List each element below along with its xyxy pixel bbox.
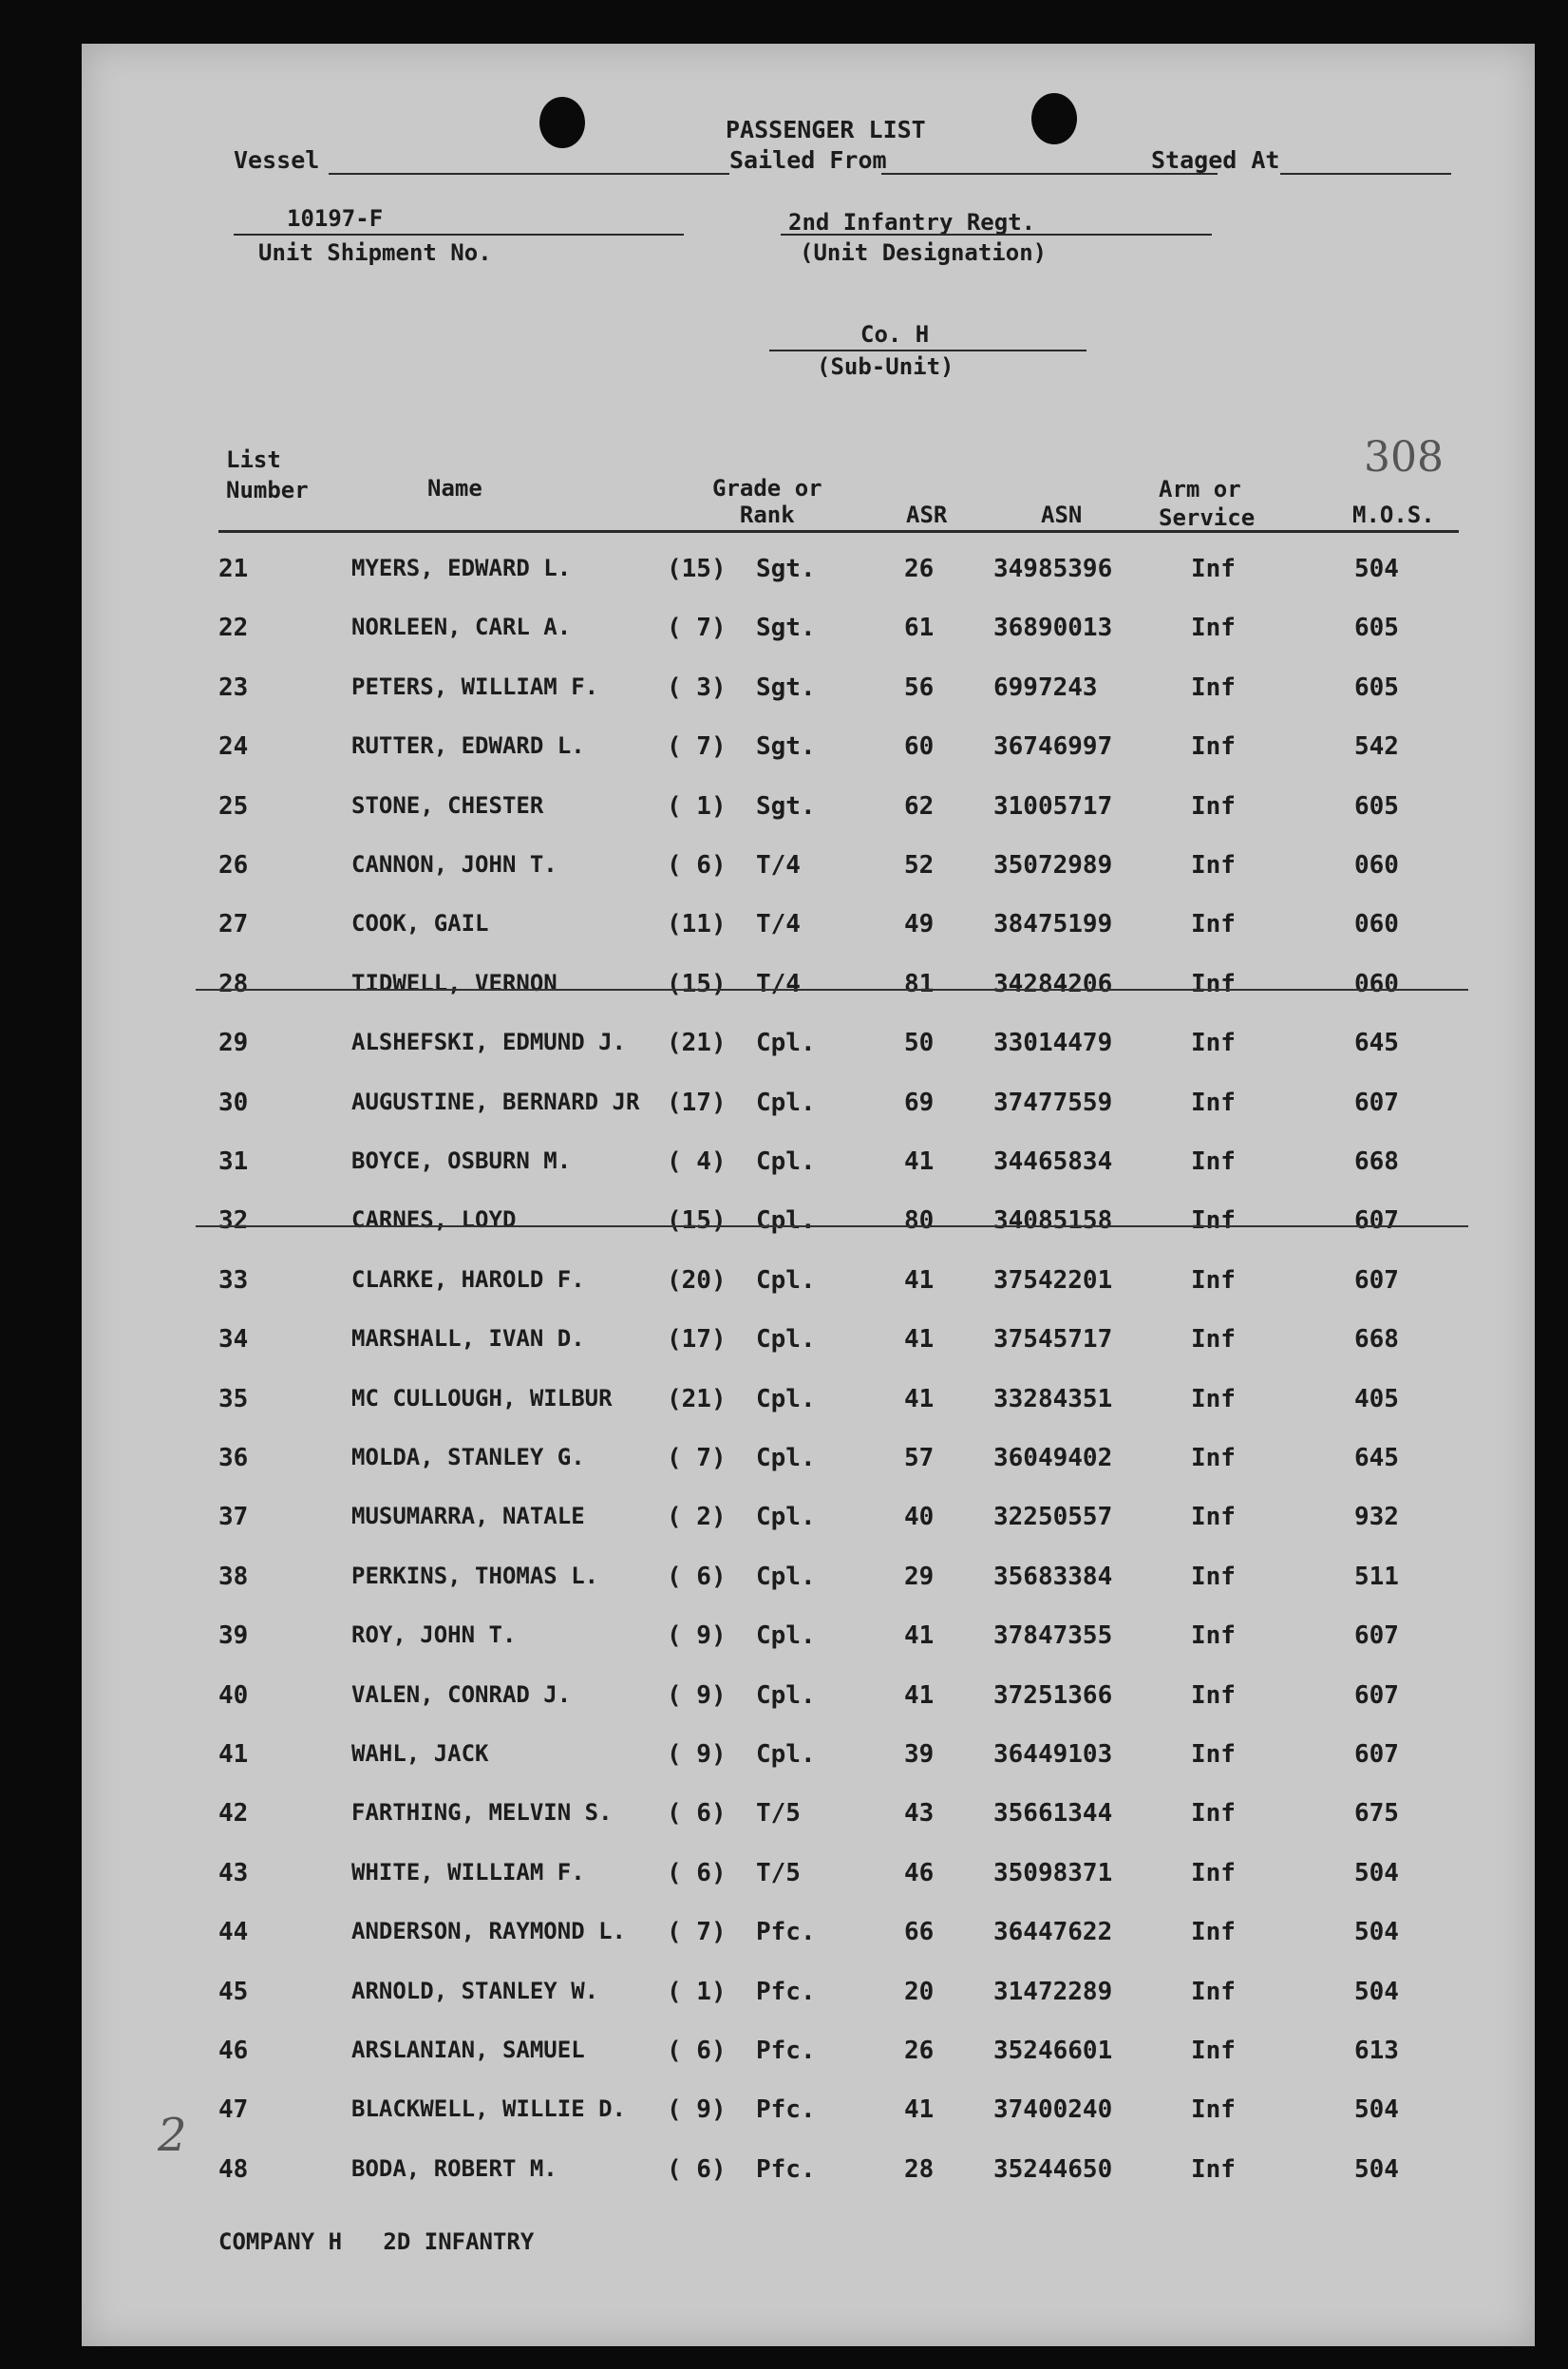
cell-name: PERKINS, THOMAS L.: [351, 1562, 599, 1589]
cell-name: ARNOLD, STANLEY W.: [351, 1977, 599, 2004]
cell-asn: 37545717: [993, 1325, 1113, 1355]
cell-grade: ( 6): [667, 851, 727, 880]
cell-num: 46: [218, 2037, 249, 2065]
cell-grade: ( 1): [667, 791, 727, 821]
cell-num: 26: [218, 851, 249, 880]
cell-asn: 35098371: [993, 1858, 1113, 1887]
col-header-arm: Arm or Service: [1159, 476, 1256, 531]
footer-unit: COMPANY H 2D INFANTRY: [218, 2228, 535, 2255]
cell-name: BODA, ROBERT M.: [351, 2154, 557, 2182]
cell-asr: 26: [904, 555, 935, 583]
cell-rank: T/5: [756, 1858, 801, 1887]
cell-num: 24: [218, 732, 249, 762]
cell-arm: Inf: [1191, 2037, 1236, 2065]
vessel-line: [329, 173, 729, 175]
cell-arm: Inf: [1191, 1029, 1236, 1058]
cell-grade: ( 6): [667, 2037, 727, 2065]
table-row: [82, 1385, 1535, 1423]
cell-name: AUGUSTINE, BERNARD JR: [351, 1088, 640, 1115]
sub-unit: Co. H: [860, 321, 930, 348]
table-row: [82, 673, 1535, 711]
cell-rank: Pfc.: [756, 2154, 816, 2184]
cell-grade: (21): [667, 1029, 727, 1058]
cell-name: ALSHEFSKI, EDMUND J.: [351, 1029, 626, 1056]
cell-rank: Cpl.: [756, 1147, 816, 1176]
cell-arm: Inf: [1191, 910, 1236, 939]
table-row: [82, 614, 1535, 652]
cell-asn: 36049402: [993, 1444, 1113, 1472]
cell-grade: ( 6): [667, 1799, 727, 1829]
cell-mos: 504: [1354, 1858, 1399, 1887]
cell-asn: 33284351: [993, 1384, 1113, 1413]
col-header-name: Name: [427, 475, 482, 502]
cell-name: STONE, CHESTER: [351, 791, 544, 819]
cell-asn: 36890013: [993, 614, 1113, 643]
table-row: [82, 1325, 1535, 1363]
cell-mos: 504: [1354, 555, 1399, 583]
cell-num: 40: [218, 1680, 249, 1710]
cell-asn: 34085158: [993, 1206, 1113, 1236]
cell-asr: 20: [904, 1977, 935, 2006]
cell-grade: ( 2): [667, 1503, 727, 1532]
table-row: [82, 1503, 1535, 1541]
cell-asr: 66: [904, 1918, 935, 1947]
cell-asr: 40: [904, 1503, 935, 1532]
cell-grade: (20): [667, 1265, 727, 1295]
staged-at-line: [1280, 173, 1451, 175]
cell-arm: Inf: [1191, 555, 1236, 583]
cell-asn: 38475199: [993, 910, 1113, 939]
cell-num: 27: [218, 910, 249, 939]
cell-asn: 37400240: [993, 2095, 1113, 2125]
vessel-label: Vessel: [234, 146, 320, 174]
table-row: [82, 1740, 1535, 1778]
cell-num: 44: [218, 1918, 249, 1947]
cell-mos: 932: [1354, 1503, 1399, 1532]
table-row: [82, 1918, 1535, 1956]
cell-grade: (17): [667, 1325, 727, 1355]
cell-asr: 29: [904, 1562, 935, 1591]
cell-asr: 52: [904, 851, 935, 880]
cell-arm: Inf: [1191, 1562, 1236, 1591]
cell-arm: Inf: [1191, 1325, 1236, 1355]
cell-asr: 28: [904, 2154, 935, 2184]
cell-asn: 37251366: [993, 1680, 1113, 1710]
cell-asn: 37847355: [993, 1621, 1113, 1651]
cell-name: VALEN, CONRAD J.: [351, 1680, 572, 1708]
cell-rank: Cpl.: [756, 1265, 816, 1295]
cell-arm: Inf: [1191, 1858, 1236, 1887]
cell-grade: ( 7): [667, 1444, 727, 1472]
table-row: [82, 1859, 1535, 1897]
table-row: [82, 1621, 1535, 1659]
sub-unit-line: [769, 350, 1086, 351]
cell-arm: Inf: [1191, 1206, 1236, 1236]
cell-name: FARTHING, MELVIN S.: [351, 1799, 613, 1827]
cell-grade: ( 7): [667, 614, 727, 643]
cell-name: ANDERSON, RAYMOND L.: [351, 1918, 626, 1945]
table-row: [82, 2095, 1535, 2133]
cell-mos: 605: [1354, 673, 1399, 702]
table-row: [82, 1978, 1535, 2016]
cell-mos: 607: [1354, 1265, 1399, 1295]
cell-grade: ( 6): [667, 2154, 727, 2184]
table-row: [82, 910, 1535, 948]
cell-mos: 607: [1354, 1740, 1399, 1769]
cell-mos: 405: [1354, 1384, 1399, 1413]
cell-asn: 31472289: [993, 1977, 1113, 2006]
sub-unit-label: (Sub-Unit): [817, 353, 954, 380]
cell-arm: Inf: [1191, 1265, 1236, 1295]
cell-asr: 39: [904, 1740, 935, 1769]
cell-grade: ( 7): [667, 732, 727, 762]
cell-mos: 613: [1354, 2037, 1399, 2065]
cell-rank: Cpl.: [756, 1680, 816, 1710]
cell-grade: (17): [667, 1088, 727, 1117]
table-row: [82, 732, 1535, 770]
cell-num: 41: [218, 1740, 249, 1769]
cell-arm: Inf: [1191, 673, 1236, 702]
cell-grade: ( 3): [667, 673, 727, 702]
cell-rank: Cpl.: [756, 1088, 816, 1117]
cell-mos: 607: [1354, 1680, 1399, 1710]
table-row: [82, 2037, 1535, 2075]
sailed-from-label: Sailed From: [729, 146, 887, 174]
table-row: [82, 1147, 1535, 1185]
cell-rank: Pfc.: [756, 2037, 816, 2065]
cell-arm: Inf: [1191, 791, 1236, 821]
cell-arm: Inf: [1191, 1621, 1236, 1651]
cell-asr: 57: [904, 1444, 935, 1472]
staged-at-label: Staged At: [1151, 146, 1280, 174]
col-header-mos: M.O.S.: [1352, 502, 1435, 528]
cell-asr: 41: [904, 2095, 935, 2125]
unit-designation-label: (Unit Designation): [800, 239, 1048, 266]
cell-mos: 504: [1354, 1918, 1399, 1947]
table-row: [82, 851, 1535, 889]
cell-num: 38: [218, 1562, 249, 1591]
cell-rank: Cpl.: [756, 1444, 816, 1472]
cell-grade: ( 6): [667, 1562, 727, 1591]
cell-rank: Cpl.: [756, 1740, 816, 1769]
cell-arm: Inf: [1191, 2095, 1236, 2125]
cell-arm: Inf: [1191, 1444, 1236, 1472]
cell-arm: Inf: [1191, 1977, 1236, 2006]
cell-arm: Inf: [1191, 1740, 1236, 1769]
cell-num: 47: [218, 2095, 249, 2125]
cell-num: 37: [218, 1503, 249, 1532]
cell-rank: T/4: [756, 969, 801, 998]
cell-num: 21: [218, 555, 249, 583]
cell-name: TIDWELL, VERNON: [351, 969, 557, 996]
cell-asr: 56: [904, 673, 935, 702]
cell-num: 43: [218, 1858, 249, 1887]
cell-asr: 43: [904, 1799, 935, 1829]
cell-num: 42: [218, 1799, 249, 1829]
cell-mos: 607: [1354, 1621, 1399, 1651]
cell-mos: 675: [1354, 1799, 1399, 1829]
table-row: [82, 792, 1535, 830]
cell-rank: T/4: [756, 910, 801, 939]
cell-asn: 36746997: [993, 732, 1113, 762]
cell-num: 33: [218, 1265, 249, 1295]
cell-asr: 41: [904, 1384, 935, 1413]
unit-shipment-number: 10197-F: [287, 205, 384, 232]
cell-grade: ( 7): [667, 1918, 727, 1947]
cell-num: 28: [218, 969, 249, 998]
cell-arm: Inf: [1191, 1799, 1236, 1829]
cell-mos: 060: [1354, 969, 1399, 998]
cell-grade: ( 1): [667, 1977, 727, 2006]
cell-arm: Inf: [1191, 1147, 1236, 1176]
table-row: [82, 1029, 1535, 1067]
cell-asn: 31005717: [993, 791, 1113, 821]
cell-asr: 80: [904, 1206, 935, 1236]
cell-name: COOK, GAIL: [351, 910, 489, 938]
cell-grade: ( 6): [667, 1858, 727, 1887]
cell-num: 36: [218, 1444, 249, 1472]
table-row: [82, 1266, 1535, 1304]
cell-asr: 26: [904, 2037, 935, 2065]
cell-name: CLARKE, HAROLD F.: [351, 1265, 585, 1293]
cell-asn: 34985396: [993, 555, 1113, 583]
cell-asr: 41: [904, 1325, 935, 1355]
cell-name: BOYCE, OSBURN M.: [351, 1147, 572, 1174]
cell-grade: (21): [667, 1384, 727, 1413]
cell-rank: Cpl.: [756, 1206, 816, 1236]
cell-asr: 50: [904, 1029, 935, 1058]
cell-num: 25: [218, 791, 249, 821]
margin-note: 2: [158, 2109, 187, 2162]
cell-num: 34: [218, 1325, 249, 1355]
cell-grade: ( 9): [667, 2095, 727, 2125]
cell-name: RUTTER, EDWARD L.: [351, 732, 585, 760]
cell-rank: Pfc.: [756, 2095, 816, 2125]
cell-asn: 37542201: [993, 1265, 1113, 1295]
cell-asn: 35661344: [993, 1799, 1113, 1829]
table-row: [82, 1799, 1535, 1837]
cell-mos: 605: [1354, 791, 1399, 821]
cell-grade: (15): [667, 969, 727, 998]
cell-rank: Cpl.: [756, 1029, 816, 1058]
cell-name: NORLEEN, CARL A.: [351, 614, 572, 641]
cell-grade: ( 9): [667, 1680, 727, 1710]
cell-name: PETERS, WILLIAM F.: [351, 673, 599, 700]
cell-asr: 69: [904, 1088, 935, 1117]
table-row: [82, 2155, 1535, 2193]
cell-asn: 34284206: [993, 969, 1113, 998]
cell-mos: 060: [1354, 910, 1399, 939]
cell-num: 31: [218, 1147, 249, 1176]
cell-arm: Inf: [1191, 969, 1236, 998]
cell-name: CANNON, JOHN T.: [351, 851, 557, 878]
cell-asn: 34465834: [993, 1147, 1113, 1176]
cell-rank: Sgt.: [756, 732, 816, 762]
cell-rank: Cpl.: [756, 1562, 816, 1591]
cell-rank: Pfc.: [756, 1977, 816, 2006]
punch-hole-left: [539, 97, 585, 148]
table-row: [82, 555, 1535, 593]
cell-grade: (15): [667, 1206, 727, 1236]
cell-mos: 607: [1354, 1088, 1399, 1117]
cell-name: CARNES, LOYD: [351, 1206, 517, 1234]
cell-rank: Sgt.: [756, 555, 816, 583]
cell-asr: 46: [904, 1858, 935, 1887]
cell-mos: 504: [1354, 2154, 1399, 2184]
cell-asr: 60: [904, 732, 935, 762]
cell-rank: Sgt.: [756, 614, 816, 643]
cell-mos: 504: [1354, 1977, 1399, 2006]
table-row: [82, 1206, 1535, 1244]
cell-arm: Inf: [1191, 1503, 1236, 1532]
cell-arm: Inf: [1191, 1384, 1236, 1413]
cell-name: MYERS, EDWARD L.: [351, 555, 572, 581]
col-header-grade: Grade or Rank: [712, 475, 822, 528]
cell-asr: 41: [904, 1265, 935, 1295]
cell-mos: 668: [1354, 1325, 1399, 1355]
page-number: 308: [1364, 433, 1444, 482]
cell-asn: 6997243: [993, 673, 1098, 702]
cell-mos: 668: [1354, 1147, 1399, 1176]
table-row: [82, 1681, 1535, 1719]
cell-arm: Inf: [1191, 1088, 1236, 1117]
cell-num: 30: [218, 1088, 249, 1117]
cell-num: 35: [218, 1384, 249, 1413]
cell-name: BLACKWELL, WILLIE D.: [351, 2095, 626, 2123]
header-rule: [218, 530, 1459, 533]
cell-asr: 49: [904, 910, 935, 939]
cell-num: 22: [218, 614, 249, 643]
cell-mos: 605: [1354, 614, 1399, 643]
table-row: [82, 1444, 1535, 1482]
cell-name: WHITE, WILLIAM F.: [351, 1858, 585, 1886]
cell-name: MUSUMARRA, NATALE: [351, 1503, 585, 1530]
cell-num: 45: [218, 1977, 249, 2006]
cell-num: 32: [218, 1206, 249, 1236]
cell-mos: 511: [1354, 1562, 1399, 1591]
cell-arm: Inf: [1191, 732, 1236, 762]
cell-rank: Cpl.: [756, 1325, 816, 1355]
cell-name: ARSLANIAN, SAMUEL: [351, 2037, 585, 2063]
cell-arm: Inf: [1191, 851, 1236, 880]
cell-arm: Inf: [1191, 614, 1236, 643]
col-header-asr: ASR: [906, 502, 948, 528]
cell-mos: 607: [1354, 1206, 1399, 1236]
cell-rank: Sgt.: [756, 673, 816, 702]
unit-shipment-line: [234, 234, 684, 236]
cell-asn: 35244650: [993, 2154, 1113, 2184]
cell-num: 29: [218, 1029, 249, 1058]
cell-num: 23: [218, 673, 249, 702]
cell-name: MOLDA, STANLEY G.: [351, 1444, 585, 1470]
cell-asr: 81: [904, 969, 935, 998]
cell-asr: 61: [904, 614, 935, 643]
table-row: [82, 1563, 1535, 1601]
cell-asn: 35072989: [993, 851, 1113, 880]
cell-asn: 33014479: [993, 1029, 1113, 1058]
unit-shipment-label: Unit Shipment No.: [258, 239, 492, 266]
cell-rank: T/4: [756, 851, 801, 880]
cell-grade: ( 9): [667, 1740, 727, 1769]
cell-mos: 542: [1354, 732, 1399, 762]
table-row: [82, 970, 1535, 1008]
unit-designation-line: [781, 234, 1212, 236]
strikethrough-line: [196, 989, 1468, 991]
passenger-list-sheet: [82, 44, 1535, 2346]
cell-num: 48: [218, 2154, 249, 2184]
cell-asn: 32250557: [993, 1503, 1113, 1532]
cell-grade: ( 9): [667, 1621, 727, 1651]
cell-asr: 62: [904, 791, 935, 821]
cell-rank: Cpl.: [756, 1503, 816, 1532]
cell-rank: T/5: [756, 1799, 801, 1829]
cell-arm: Inf: [1191, 1680, 1236, 1710]
cell-arm: Inf: [1191, 1918, 1236, 1947]
cell-rank: Pfc.: [756, 1918, 816, 1947]
cell-asn: 36447622: [993, 1918, 1113, 1947]
cell-arm: Inf: [1191, 2154, 1236, 2184]
cell-mos: 645: [1354, 1444, 1399, 1472]
col-header-asn: ASN: [1041, 502, 1083, 528]
cell-grade: ( 4): [667, 1147, 727, 1176]
cell-asn: 35246601: [993, 2037, 1113, 2065]
cell-num: 39: [218, 1621, 249, 1651]
cell-mos: 060: [1354, 851, 1399, 880]
cell-rank: Cpl.: [756, 1384, 816, 1413]
cell-mos: 504: [1354, 2095, 1399, 2125]
cell-name: MARSHALL, IVAN D.: [351, 1325, 585, 1353]
document-title: PASSENGER LIST: [726, 116, 926, 143]
cell-rank: Cpl.: [756, 1621, 816, 1651]
col-header-list-number: List Number: [226, 446, 309, 503]
cell-name: ROY, JOHN T.: [351, 1621, 517, 1649]
punch-hole-right: [1031, 93, 1077, 144]
cell-asn: 35683384: [993, 1562, 1113, 1591]
cell-asn: 36449103: [993, 1740, 1113, 1769]
cell-name: WAHL, JACK: [351, 1740, 489, 1767]
table-row: [82, 1089, 1535, 1127]
strikethrough-line: [196, 1225, 1468, 1227]
cell-grade: (11): [667, 910, 727, 939]
cell-asr: 41: [904, 1147, 935, 1176]
cell-mos: 645: [1354, 1029, 1399, 1058]
cell-asr: 41: [904, 1621, 935, 1651]
cell-name: MC CULLOUGH, WILBUR: [351, 1384, 613, 1412]
cell-rank: Sgt.: [756, 791, 816, 821]
cell-grade: (15): [667, 555, 727, 583]
unit-designation: 2nd Infantry Regt.: [788, 209, 1036, 236]
cell-asr: 41: [904, 1680, 935, 1710]
cell-asn: 37477559: [993, 1088, 1113, 1117]
